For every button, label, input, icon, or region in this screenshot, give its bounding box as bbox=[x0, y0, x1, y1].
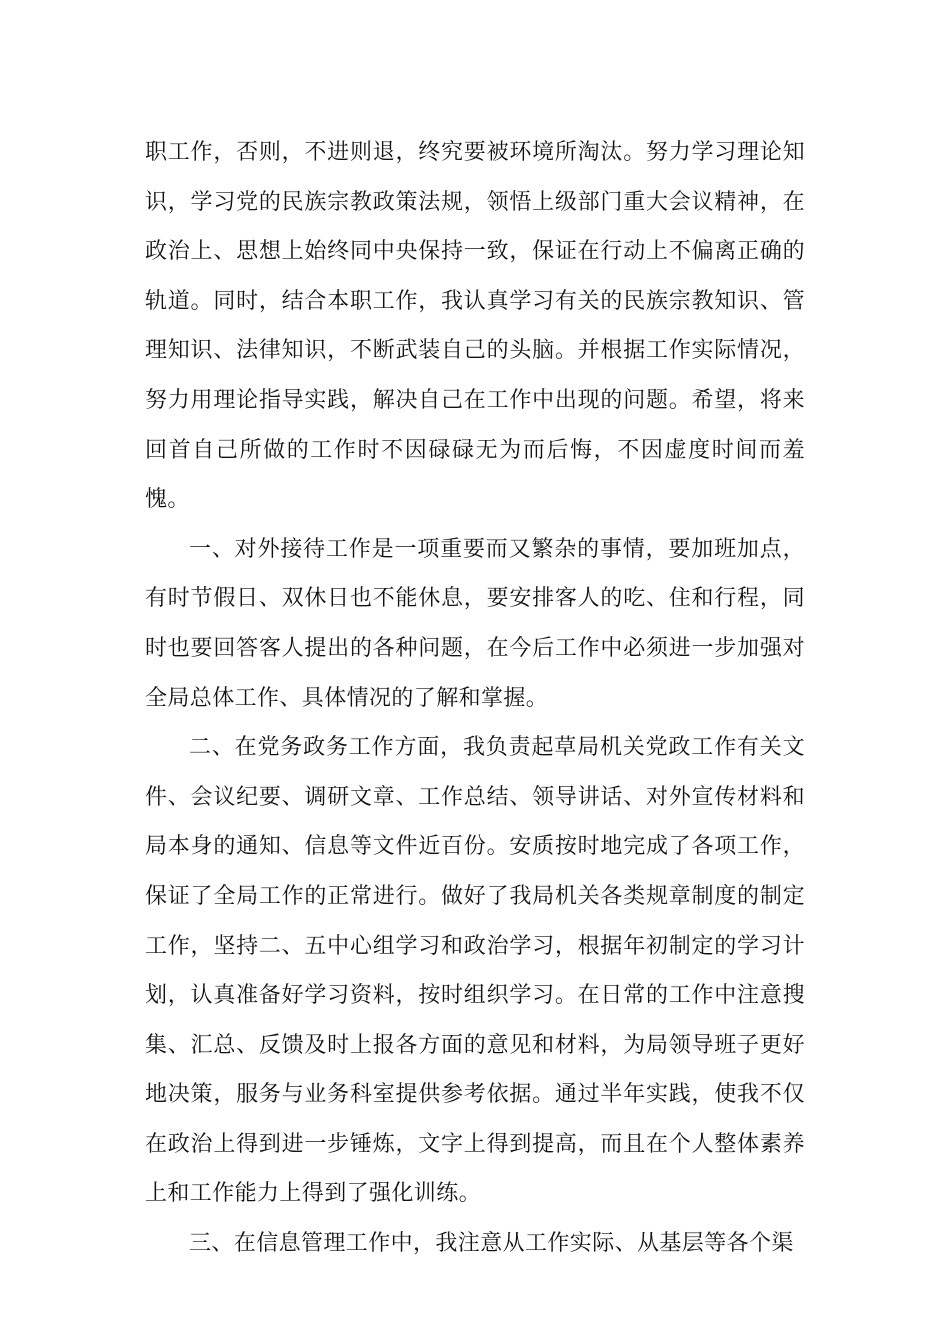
paragraph-reception-work: 一、对外接待工作是一项重要而又繁杂的事情，要加班加点，有时节假日、双休日也不能休息，要安排客人的吃、住和行程，同时也要回答客人提出的各种问题，在今后工作中必须进一步加强对全局总体工作、具体情况的了解和掌握。 bbox=[145, 536, 805, 711]
paragraph-party-affairs: 二、在党务政务工作方面，我负责起草局机关党政工作有关文件、会议纪要、调研文章、工作总结、领导讲话、对外宣传材料和局本身的通知、信息等文件近百份。安质按时地完成了各项工作，保证了全局工作的正常进行。做好了我局机关各类规章制度的制定工作，坚持二、五中心组学习和政治学习，根据年初制定的学习计划，认真准备好学习资料，按时组织学习。在日常的工作中注意搜集、汇总、反馈及时上报各方面的意见和材料，为局领导班子更好地决策，服务与业务科室提供参考依据。通过半年实践，使我不仅在政治上得到进一步锤炼，文字上得到提高，而且在个人整体素养上和工作能力上得到了强化训练。 bbox=[145, 735, 805, 1207]
paragraph-continuation: 职工作，否则，不进则退，终究要被环境所淘汰。努力学习理论知识，学习党的民族宗教政策法规，领悟上级部门重大会议精神，在政治上、思想上始终同中央保持一致，保证在行动上不偏离正确的轨道。同时，结合本职工作，我认真学习有关的民族宗教知识、管理知识、法律知识，不断武装自己的头脑。并根据工作实际情况，努力用理论指导实践，解决自己在工作中出现的问题。希望，将来回首自己所做的工作时不因碌碌无为而后悔，不因虚度时间而羞愧。 bbox=[145, 140, 805, 513]
paragraph-information-management: 三、在信息管理工作中，我注意从工作实际、从基层等各个渠 bbox=[189, 1231, 794, 1257]
document-body bbox=[145, 128, 805, 1269]
